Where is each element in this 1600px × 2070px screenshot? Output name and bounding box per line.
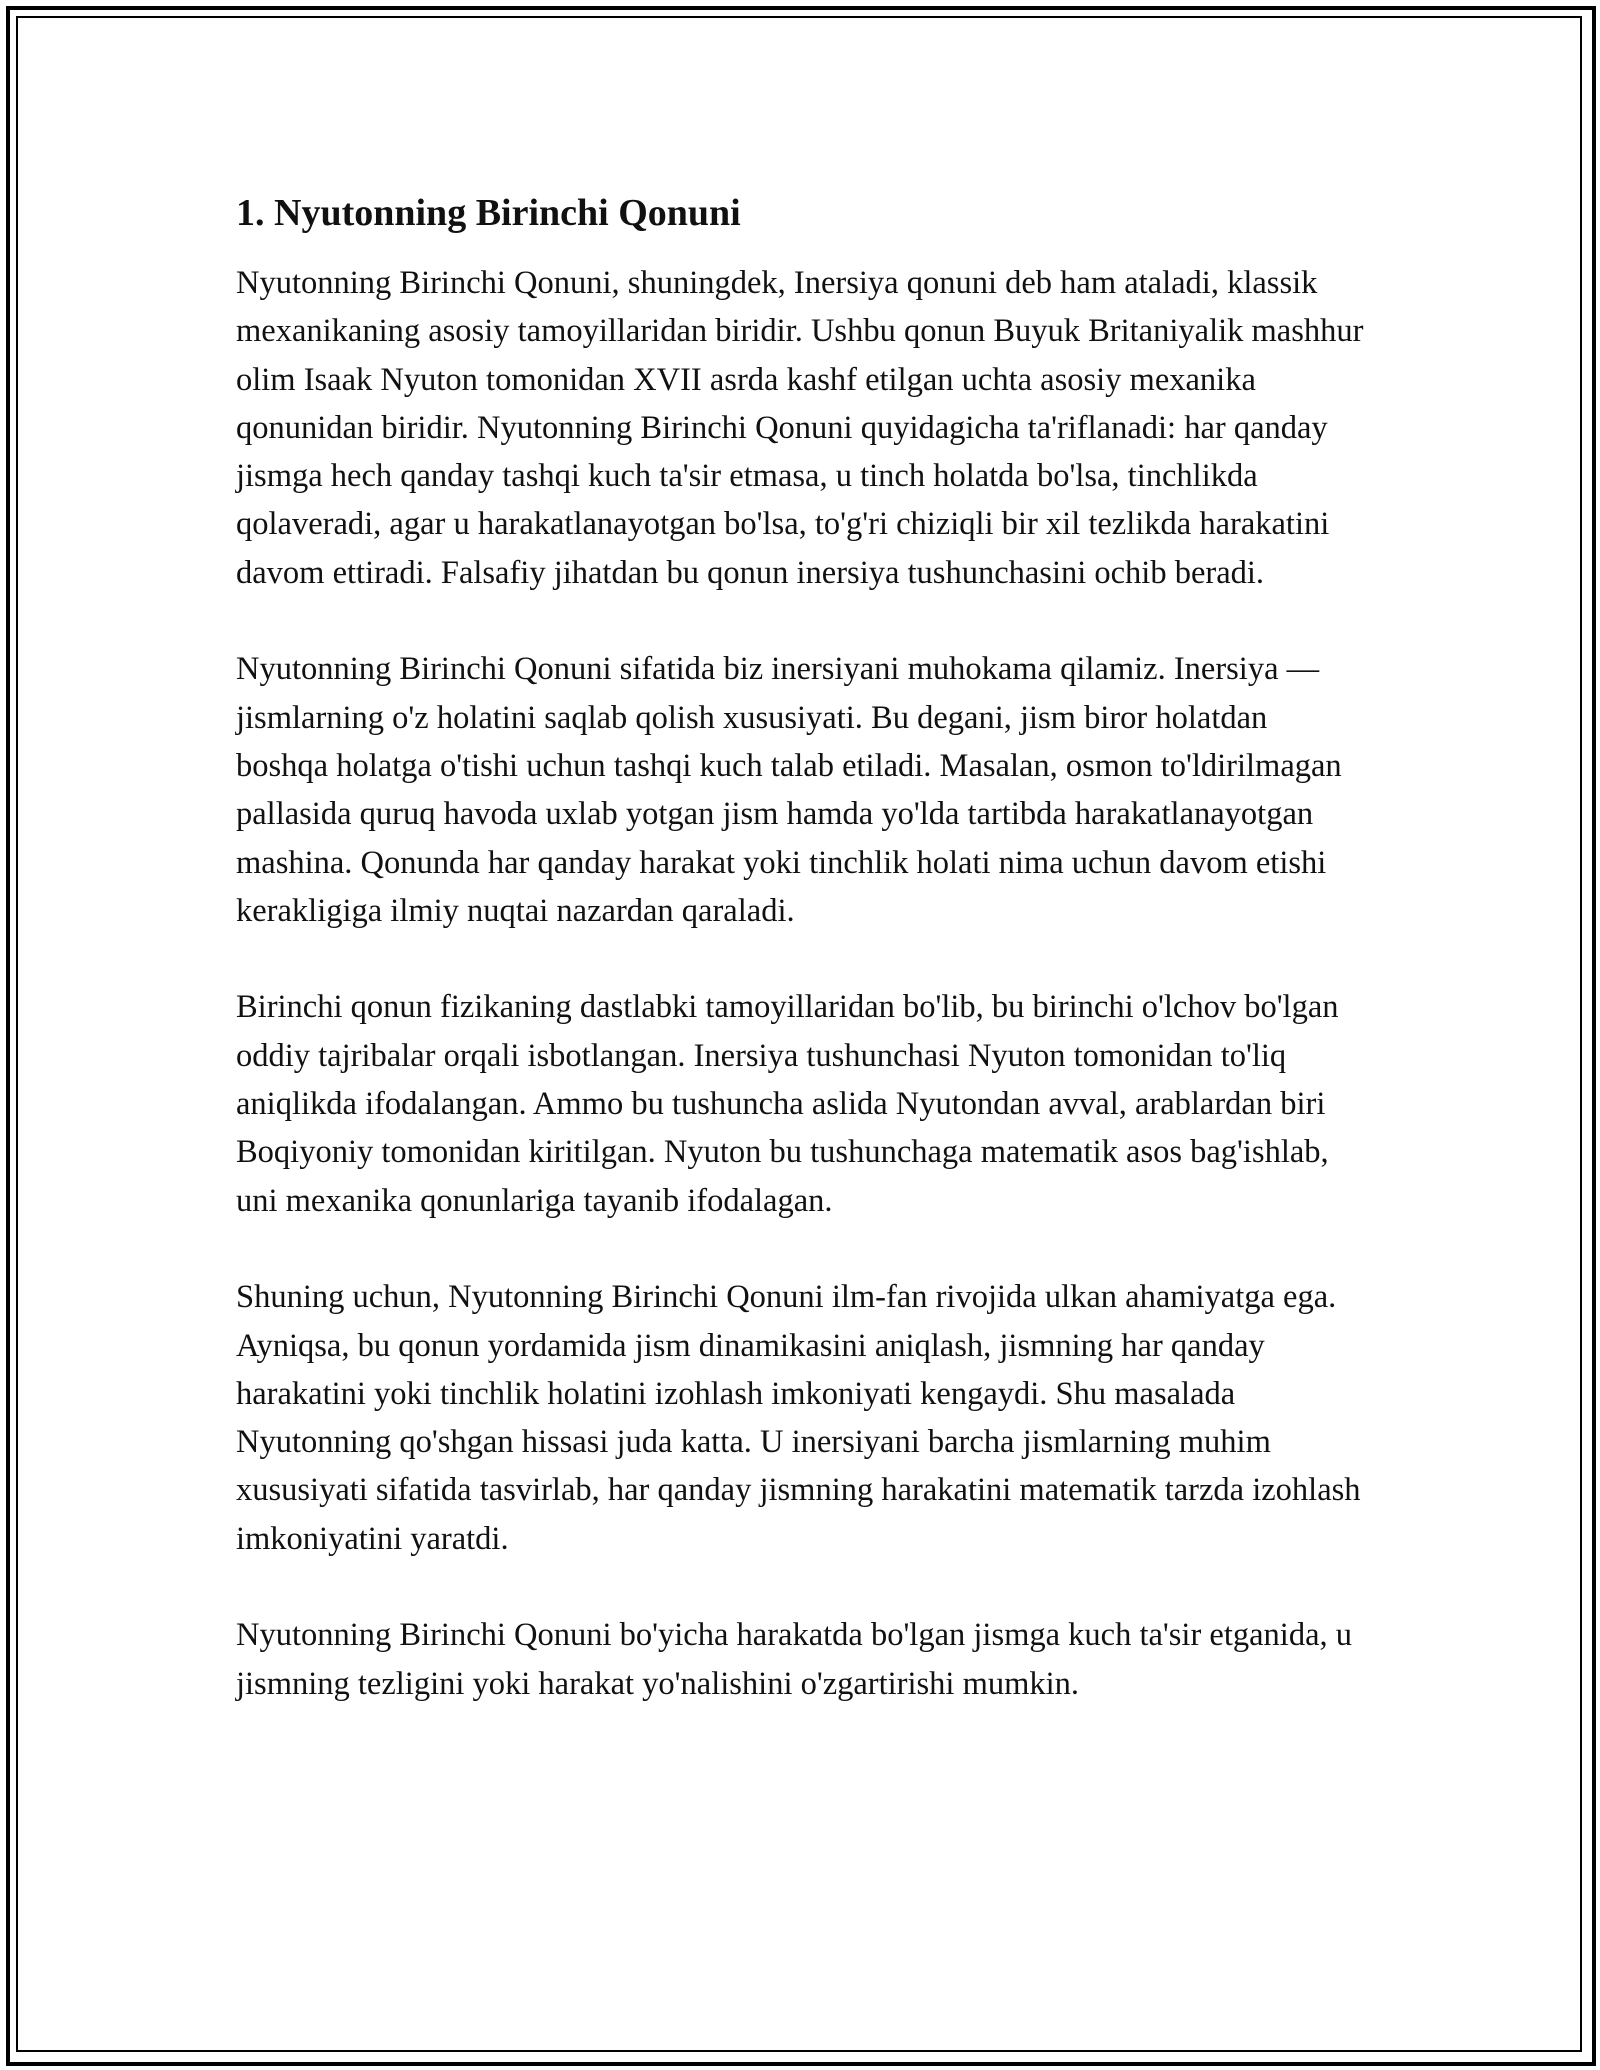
paragraph-4: Shuning uchun, Nyutonning Birinchi Qonuni ilm-fan rivojida ulkan ahamiyatga ega. Ayniqsa, bu qonun yordamida jism dinamikasini aniqlash, jismning har qanday harakatini yoki tinchlik holatini izohlash imkoniyati kengaydi. Shu masalada Nyutonning qo'shgan hissasi juda katta. U inersiyani barcha jismlarning muhim xususiyati sifatida tasvirlab, har qanday jismning harakatini matematik tarzda izohlash imkoniyatini yaratdi.: [236, 1279, 1361, 1557]
document-body: [236, 185, 1366, 1708]
paragraph-5: Nyutonning Birinchi Qonuni bo'yicha harakatda bo'lgan jismga kuch ta'sir etganida, u jismning tezligini yoki harakat yo'nalishini o'zgartirishi mumkin.: [236, 1617, 1352, 1702]
paragraph-2: Nyutonning Birinchi Qonuni sifatida biz inersiyani muhokama qilamiz. Inersiya — jismlarning o'z holatini saqlab qolish xususiyati. Bu degani, jism biror holatdan boshqa holatga o'tishi uchun tashqi kuch talab etiladi. Masalan, osmon to'ldirilmagan pallasida quruq havoda uxlab yotgan jism hamda yo'lda tartibda harakatlanayotgan mashina. Qonunda har qanday harakat yoki tinchlik holati nima uchun davom etishi kerakligiga ilmiy nuqtai nazardan qaraladi.: [236, 651, 1342, 929]
paragraph-1: Nyutonning Birinchi Qonuni, shuningdek, Inersiya qonuni deb ham ataladi, klassik mexanikaning asosiy tamoyillaridan biridir. Ushbu qonun Buyuk Britaniyalik mashhur olim Isaak Nyuton tomonidan XVII asrda kashf etilgan uchta asosiy mexanika qonunidan biridir. Nyutonning Birinchi Qonuni quyidagicha ta'riflanadi: har qanday jismga hech qanday tashqi kuch ta'sir etmasa, u tinch holatda bo'lsa, tinchlikda qolaveradi, agar u harakatlanayotgan bo'lsa, to'g'ri chiziqli bir xil tezlikda harakatini davom ettiradi. Falsafiy jihatdan bu qonun inersiya tushunchasini ochib beradi.: [236, 265, 1364, 591]
section-title: 1. Nyutonning Birinchi Qonuni: [236, 192, 741, 234]
paragraph-3: Birinchi qonun fizikaning dastlabki tamoyillaridan bo'lib, bu birinchi o'lchov bo'lgan oddiy tajribalar orqali isbotlangan. Inersiya tushunchasi Nyuton tomonidan to'liq aniqlikda ifodalangan. Ammo bu tushuncha aslida Nyutondan avval, arablardan biri Boqiyoniy tomonidan kiritilgan. Nyuton bu tushunchaga matematik asos bag'ishlab, uni mexanika qonunlariga tayanib ifodalagan.: [236, 989, 1339, 1219]
